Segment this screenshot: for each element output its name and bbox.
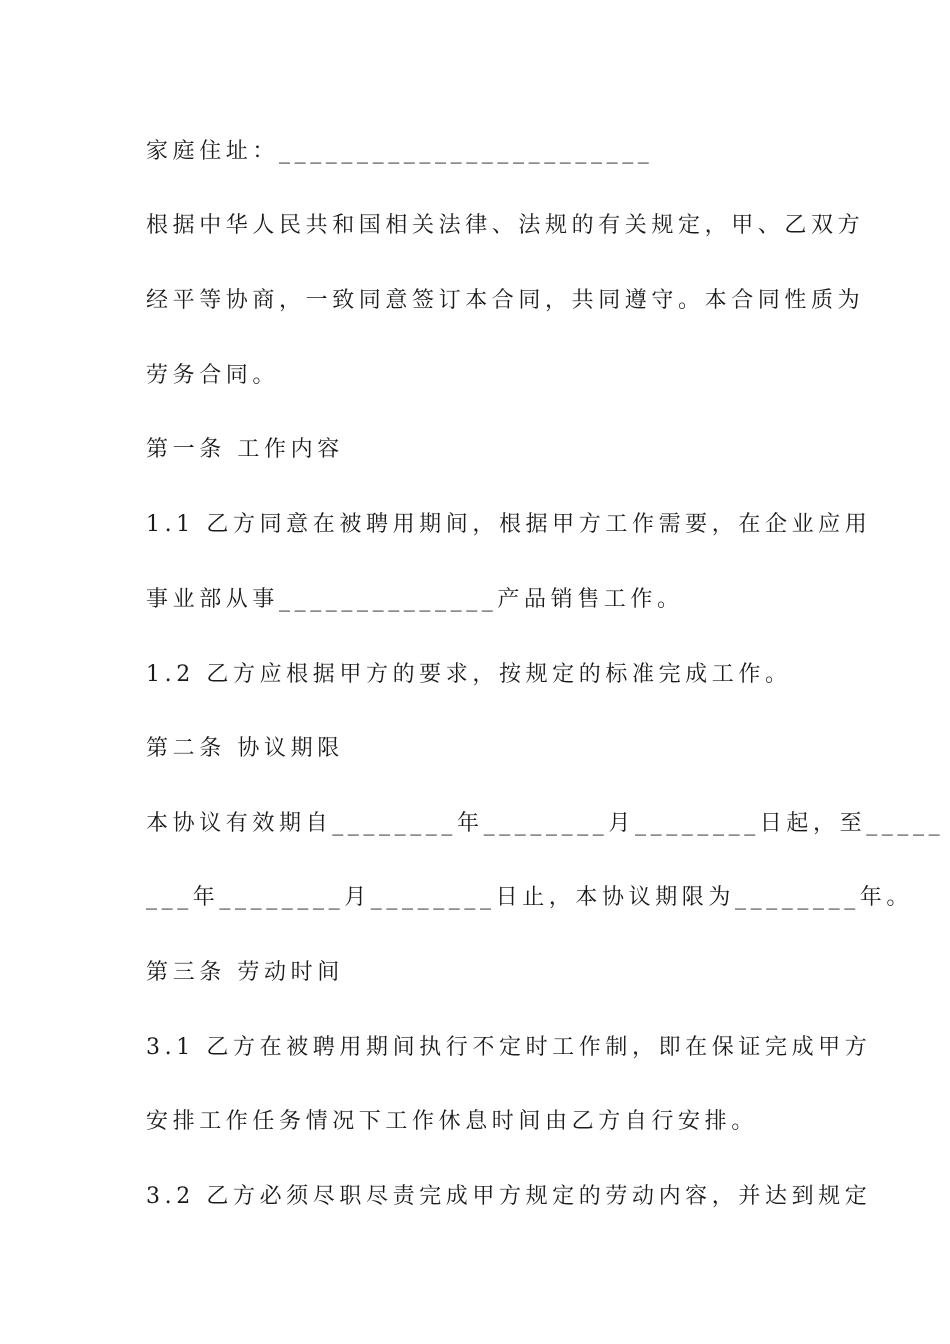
article-3-heading: 第三条 劳动时间 <box>146 960 344 985</box>
article-1-heading: 第一条 工作内容 <box>146 437 344 462</box>
clause-1-1-line-2: 事业部从事______________产品销售工作。 <box>146 587 684 612</box>
clause-3-1-line-1: 3.1 乙方在被聘用期间执行不定时工作制，即在保证完成甲方 <box>146 1035 872 1060</box>
clause-1-1-line-1: 1.1 乙方同意在被聘用期间，根据甲方工作需要，在企业应用 <box>146 512 872 537</box>
term-line-2: ___年________月________日止，本协议期限为________年。 <box>146 885 914 910</box>
preamble-line-1: 根据中华人民共和国相关法律、法规的有关规定，甲、乙双方 <box>146 213 865 238</box>
clause-3-2-line-1: 3.2 乙方必须尽职尽责完成甲方规定的劳动内容，并达到规定 <box>146 1184 872 1209</box>
preamble-line-3: 劳务合同。 <box>146 363 280 388</box>
clause-1-2: 1.2 乙方应根据甲方的要求，按规定的标准完成工作。 <box>146 662 792 687</box>
term-line-1: 本协议有效期自________年________月________日起，至_____ <box>146 811 945 836</box>
preamble-line-2: 经平等协商，一致同意签订本合同，共同遵守。本合同性质为 <box>146 288 865 313</box>
article-2-heading: 第二条 协议期限 <box>146 736 344 761</box>
home-address-line: 家庭住址：________________________ <box>146 139 654 164</box>
clause-3-1-line-2: 安排工作任务情况下工作休息时间由乙方自行安排。 <box>146 1109 758 1134</box>
